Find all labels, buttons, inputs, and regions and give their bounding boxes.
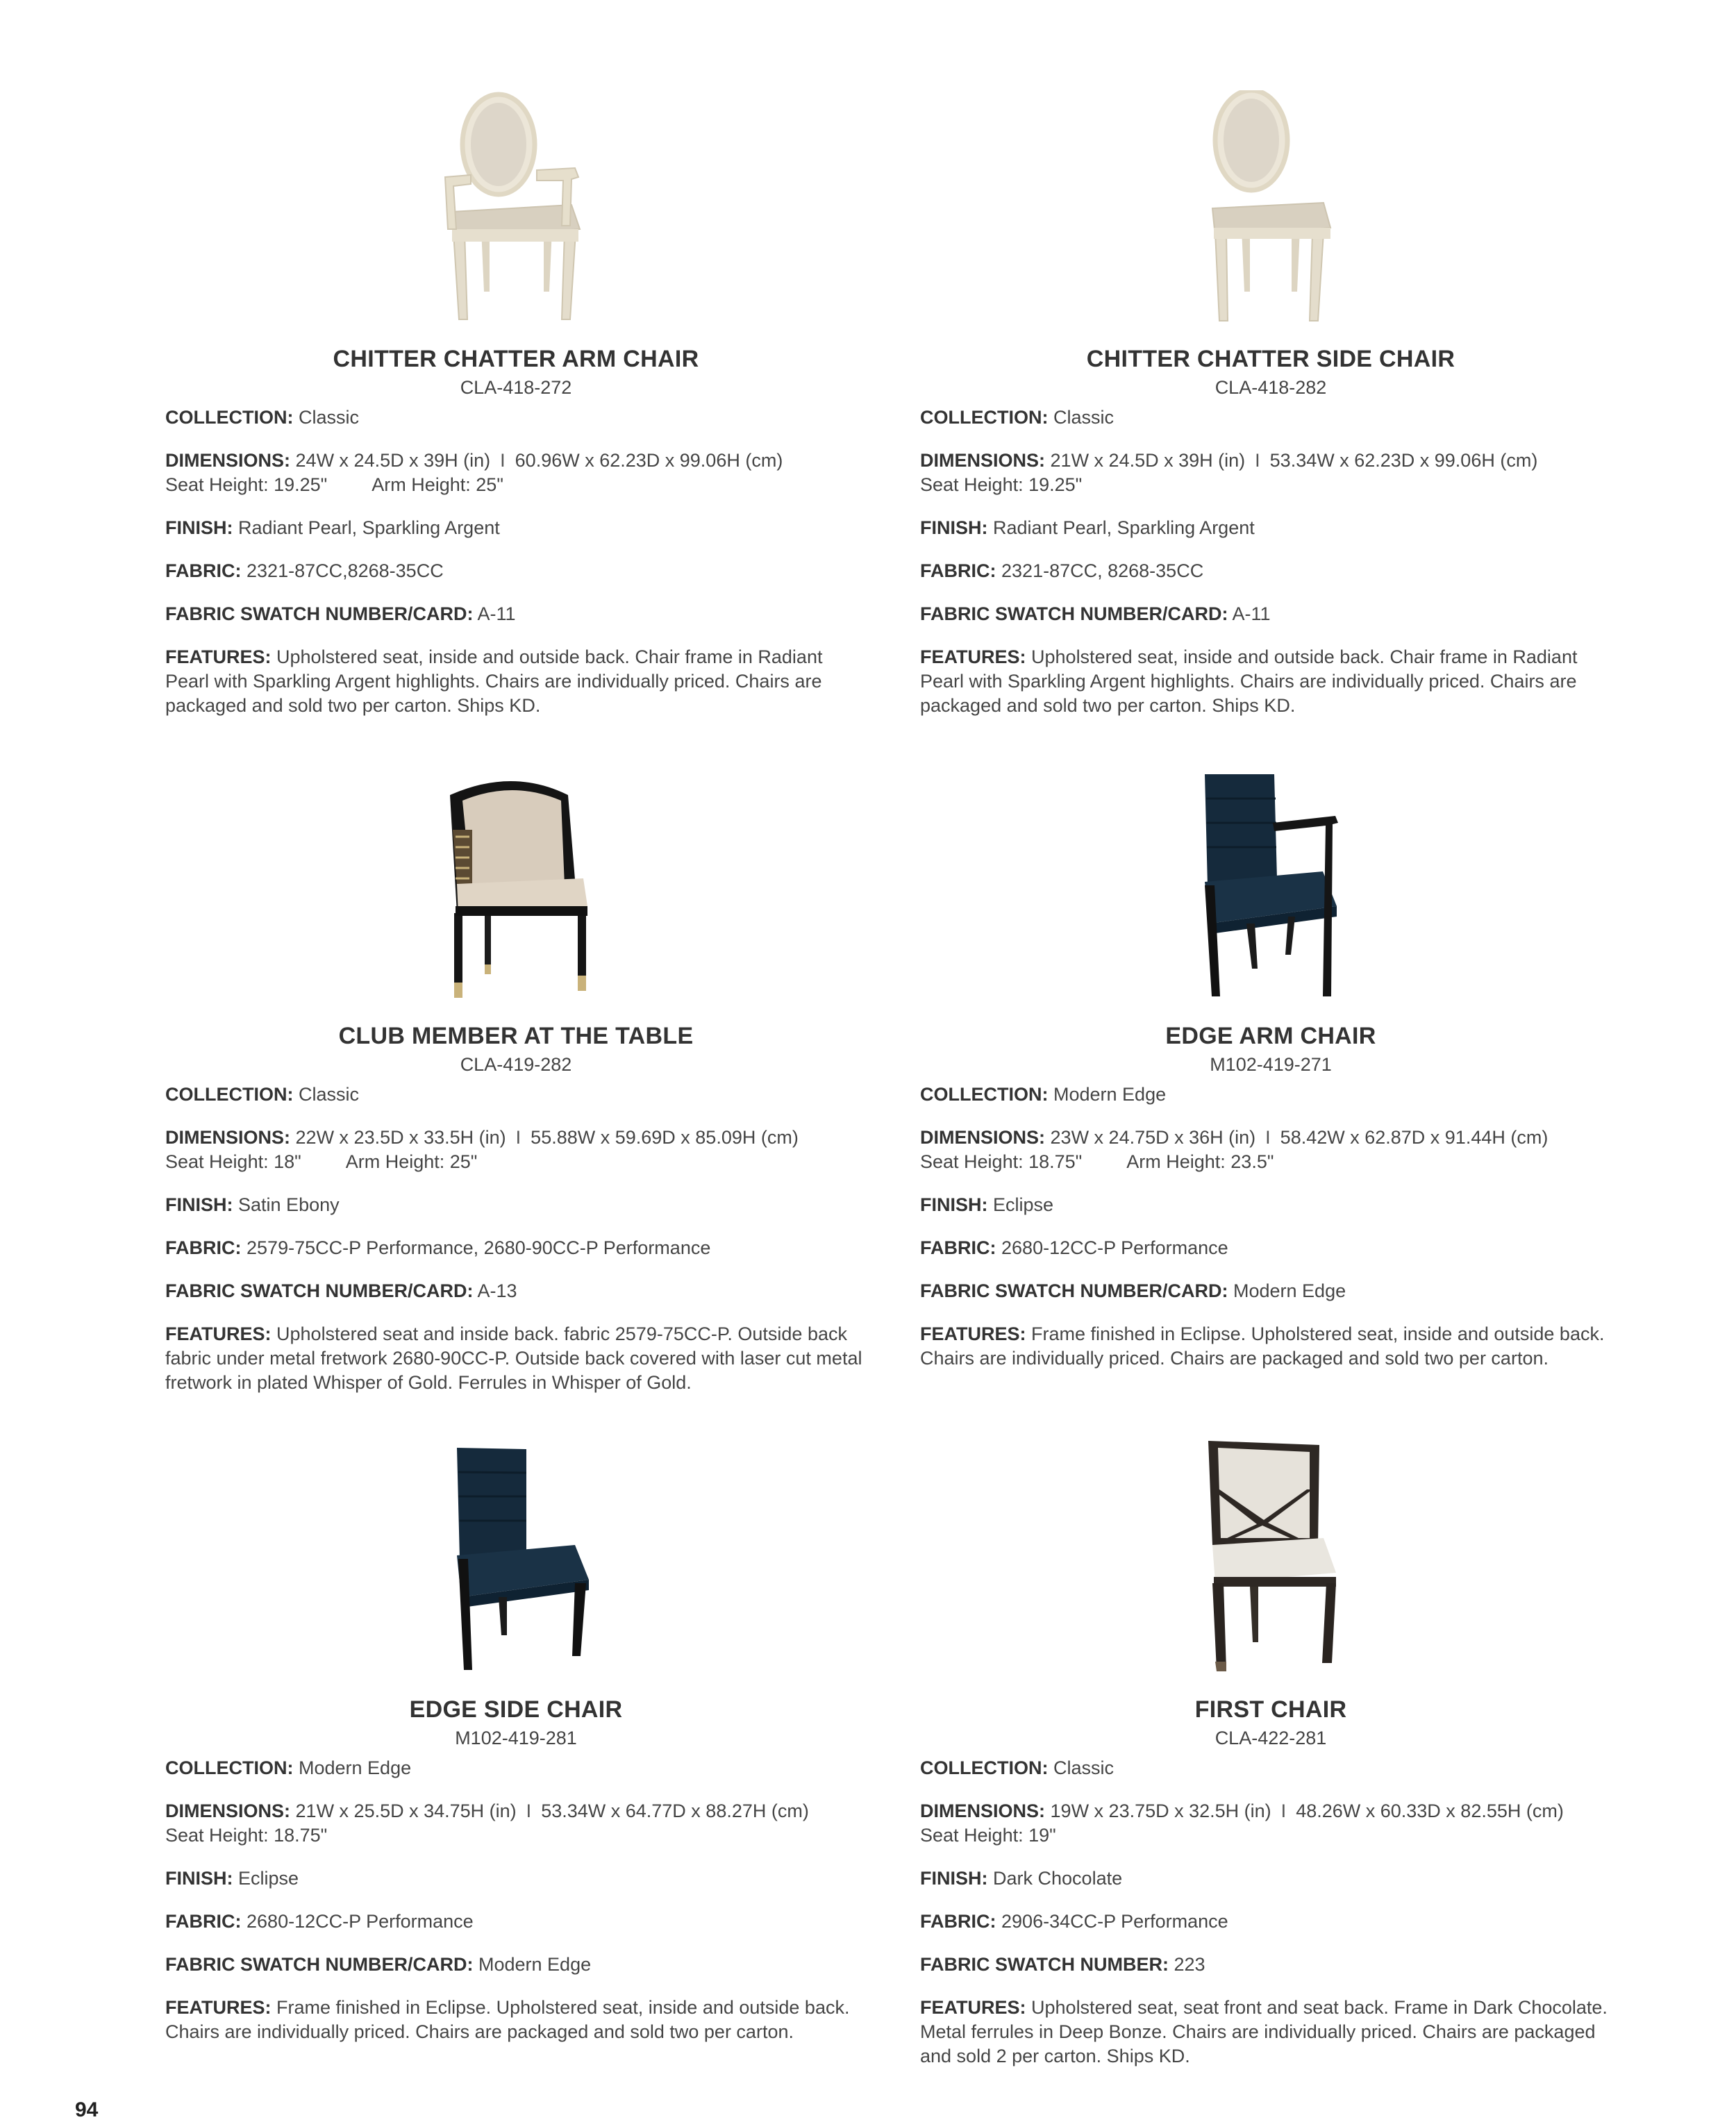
features-row	[165, 1322, 867, 1395]
dimensions-label: DIMENSIONS:	[920, 450, 1046, 471]
swatch-value: A-13	[477, 1280, 517, 1301]
heights-line	[920, 1823, 1621, 1848]
fabric-row	[920, 1236, 1621, 1260]
fabric-label: FABRIC:	[920, 1237, 996, 1258]
features-value: Frame finished in Eclipse. Upholstered seat, inside and outside back. Chairs are individually priced. Chairs are packaged and sold two per carton.	[165, 1997, 850, 2042]
seat-height: Seat Height: 18.75"	[920, 1151, 1083, 1172]
swatch-label: FABRIC SWATCH NUMBER/CARD:	[920, 603, 1228, 624]
swatch-label: FABRIC SWATCH NUMBER/CARD:	[165, 1954, 474, 1975]
dimensions-row	[920, 1126, 1621, 1174]
collection-value: Modern Edge	[299, 1757, 412, 1778]
swatch-label: FABRIC SWATCH NUMBER:	[920, 1954, 1169, 1975]
collection-value: Classic	[299, 407, 360, 428]
fabric-value: 2579-75CC-P Performance, 2680-90CC-P Performance	[247, 1237, 711, 1258]
chitter-chatter-side-chair-image	[1187, 90, 1354, 326]
features-value: Upholstered seat, inside and outside back. Chair frame in Radiant Pearl with Sparkling Argent highlights. Chairs are individually priced. Chairs are packaged and sold two per carton. Ships KD.	[165, 646, 823, 716]
swatch-value: A-11	[477, 603, 516, 624]
swatch-row	[165, 1279, 867, 1303]
product-chitter-chatter-arm-chair	[165, 90, 867, 718]
features-row	[165, 1996, 867, 2044]
swatch-row	[165, 602, 867, 626]
swatch-row	[165, 1953, 867, 1977]
fabric-label: FABRIC:	[165, 1911, 242, 1932]
product-first-chair	[920, 1441, 1621, 2069]
edge-side-chair-image	[429, 1441, 603, 1677]
product-title: EDGE SIDE CHAIR	[409, 1696, 623, 1723]
dimensions-label: DIMENSIONS:	[165, 450, 291, 471]
dimensions-cm: 58.42W x 62.87D x 91.44H (cm)	[1280, 1127, 1549, 1148]
finish-label: FINISH:	[165, 1868, 233, 1889]
collection-row	[920, 406, 1621, 430]
edge-arm-chair-image	[1184, 767, 1358, 1003]
finish-row	[920, 1193, 1621, 1217]
fabric-value: 2321-87CC, 8268-35CC	[1001, 560, 1204, 581]
dimensions-cm: 53.34W x 62.23D x 99.06H (cm)	[1269, 450, 1538, 471]
swatch-label: FABRIC SWATCH NUMBER/CARD:	[165, 1280, 474, 1301]
finish-label: FINISH:	[920, 1194, 988, 1215]
product-image	[165, 1441, 867, 1677]
features-label: FEATURES:	[165, 1997, 272, 2018]
swatch-value: A-11	[1232, 603, 1271, 624]
dimensions-row	[920, 1799, 1621, 1848]
dimensions-label: DIMENSIONS:	[165, 1127, 291, 1148]
collection-label: COLLECTION:	[165, 1084, 294, 1105]
fabric-value: 2680-12CC-P Performance	[247, 1911, 474, 1932]
product-sku: CLA-418-282	[1215, 377, 1327, 398]
product-sku: CLA-419-282	[460, 1054, 572, 1075]
dimensions-row	[165, 1799, 867, 1848]
fabric-label: FABRIC:	[920, 560, 996, 581]
heights-line	[920, 473, 1621, 497]
collection-value: Classic	[299, 1084, 360, 1105]
finish-row	[165, 1866, 867, 1891]
dimensions-separator: I	[1280, 1801, 1287, 1821]
fabric-label: FABRIC:	[165, 560, 242, 581]
dimensions-inches: 21W x 25.5D x 34.75H (in)	[295, 1801, 517, 1821]
heights-line	[920, 1150, 1621, 1174]
collection-row	[920, 1756, 1621, 1780]
dimensions-inches: 21W x 24.5D x 39H (in)	[1050, 450, 1246, 471]
fabric-row	[165, 1236, 867, 1260]
fabric-row	[920, 1910, 1621, 1934]
swatch-row	[920, 1953, 1621, 1977]
product-sku: CLA-418-272	[460, 377, 572, 398]
dimensions-cm: 53.34W x 64.77D x 88.27H (cm)	[541, 1801, 809, 1821]
fabric-row	[920, 559, 1621, 583]
collection-value: Modern Edge	[1053, 1084, 1167, 1105]
dimensions-inches: 22W x 23.5D x 33.5H (in)	[295, 1127, 506, 1148]
finish-row	[920, 516, 1621, 540]
dimensions-cm: 55.88W x 59.69D x 85.09H (cm)	[531, 1127, 799, 1148]
features-label: FEATURES:	[920, 646, 1026, 667]
swatch-row	[920, 602, 1621, 626]
fabric-label: FABRIC:	[165, 1237, 242, 1258]
dimensions-label: DIMENSIONS:	[920, 1801, 1046, 1821]
finish-value: Satin Ebony	[238, 1194, 340, 1215]
dimensions-label: DIMENSIONS:	[165, 1801, 291, 1821]
dimensions-separator: I	[1265, 1127, 1271, 1148]
product-sku: CLA-422-281	[1215, 1728, 1327, 1748]
collection-label: COLLECTION:	[165, 407, 294, 428]
finish-label: FINISH:	[165, 517, 233, 538]
arm-height: Arm Height: 25"	[372, 474, 503, 495]
collection-row	[165, 1083, 867, 1107]
features-value: Frame finished in Eclipse. Upholstered seat, inside and outside back. Chairs are individually priced. Chairs are packaged and sold two per carton.	[920, 1323, 1605, 1369]
finish-value: Radiant Pearl, Sparkling Argent	[993, 517, 1255, 538]
finish-value: Eclipse	[993, 1194, 1054, 1215]
seat-height: Seat Height: 19"	[920, 1825, 1056, 1846]
features-row	[920, 1996, 1621, 2069]
seat-height: Seat Height: 18.75"	[165, 1825, 328, 1846]
features-value: Upholstered seat, inside and outside back. Chair frame in Radiant Pearl with Sparkling Argent highlights. Chairs are individually priced. Chairs are packaged and sold two per carton. Ships KD.	[920, 646, 1578, 716]
features-label: FEATURES:	[920, 1997, 1026, 2018]
product-sku: M102-419-271	[1210, 1054, 1332, 1075]
product-chitter-chatter-side-chair	[920, 90, 1621, 718]
finish-value: Radiant Pearl, Sparkling Argent	[238, 517, 500, 538]
page-number: 94	[75, 2098, 99, 2121]
product-title: CLUB MEMBER AT THE TABLE	[338, 1023, 694, 1049]
collection-row	[920, 1083, 1621, 1107]
collection-label: COLLECTION:	[920, 407, 1049, 428]
features-row	[920, 1322, 1621, 1371]
finish-row	[165, 1193, 867, 1217]
finish-label: FINISH:	[920, 1868, 988, 1889]
swatch-label: FABRIC SWATCH NUMBER/CARD:	[165, 603, 474, 624]
product-title: CHITTER CHATTER ARM CHAIR	[333, 346, 699, 372]
heights-line	[165, 473, 867, 497]
features-label: FEATURES:	[165, 1323, 272, 1344]
finish-label: FINISH:	[920, 517, 988, 538]
fabric-value: 2680-12CC-P Performance	[1001, 1237, 1228, 1258]
dimensions-inches: 24W x 24.5D x 39H (in)	[295, 450, 491, 471]
arm-height: Arm Height: 25"	[345, 1151, 478, 1172]
swatch-value: Modern Edge	[1233, 1280, 1346, 1301]
dimensions-row	[920, 449, 1621, 497]
features-value: Upholstered seat, seat front and seat back. Frame in Dark Chocolate. Metal ferrules in Deep Bonze. Chairs are individually priced. Chairs are packaged and sold 2 per carton. Ships KD.	[920, 1997, 1608, 2066]
fabric-row	[165, 1910, 867, 1934]
collection-row	[165, 1756, 867, 1780]
arm-height: Arm Height: 23.5"	[1126, 1151, 1274, 1172]
dimensions-separator: I	[1255, 450, 1260, 471]
dimensions-separator: I	[526, 1801, 532, 1821]
product-title: CHITTER CHATTER SIDE CHAIR	[1086, 346, 1455, 372]
first-chair-image	[1187, 1441, 1354, 1677]
product-title: EDGE ARM CHAIR	[1165, 1023, 1376, 1049]
finish-row	[920, 1866, 1621, 1891]
fabric-value: 2321-87CC,8268-35CC	[247, 560, 444, 581]
product-edge-arm-chair	[920, 767, 1621, 1371]
collection-label: COLLECTION:	[920, 1757, 1049, 1778]
fabric-value: 2906-34CC-P Performance	[1001, 1911, 1228, 1932]
finish-label: FINISH:	[165, 1194, 233, 1215]
collection-value: Classic	[1053, 407, 1115, 428]
swatch-row	[920, 1279, 1621, 1303]
swatch-label: FABRIC SWATCH NUMBER/CARD:	[920, 1280, 1228, 1301]
dimensions-separator: I	[515, 1127, 521, 1148]
finish-value: Eclipse	[238, 1868, 299, 1889]
swatch-value: 223	[1174, 1954, 1205, 1975]
product-image	[165, 767, 867, 1003]
fabric-label: FABRIC:	[920, 1911, 996, 1932]
dimensions-label: DIMENSIONS:	[920, 1127, 1046, 1148]
collection-value: Classic	[1053, 1757, 1115, 1778]
product-image	[920, 90, 1621, 326]
product-edge-side-chair	[165, 1441, 867, 2044]
heights-line	[165, 1823, 867, 1848]
chitter-chatter-arm-chair-image	[433, 90, 599, 326]
seat-height: Seat Height: 19.25"	[165, 474, 328, 495]
seat-height: Seat Height: 18"	[165, 1151, 301, 1172]
features-row	[920, 645, 1621, 718]
features-value: Upholstered seat and inside back. fabric 2579-75CC-P. Outside back fabric under metal fretwork 2680-90CC-P. Outside back covered with laser cut metal fretwork in plated Whisper of Gold. Ferrules in Whisper of Gold.	[165, 1323, 862, 1393]
product-title: FIRST CHAIR	[1194, 1696, 1347, 1723]
collection-label: COLLECTION:	[165, 1757, 294, 1778]
dimensions-cm: 48.26W x 60.33D x 82.55H (cm)	[1296, 1801, 1564, 1821]
features-row	[165, 645, 867, 718]
product-sku: M102-419-281	[455, 1728, 577, 1748]
product-club-member-at-the-table	[165, 767, 867, 1395]
dimensions-separator: I	[500, 450, 506, 471]
product-image	[165, 90, 867, 326]
collection-label: COLLECTION:	[920, 1084, 1049, 1105]
dimensions-inches: 19W x 23.75D x 32.5H (in)	[1050, 1801, 1271, 1821]
features-label: FEATURES:	[165, 646, 272, 667]
product-image	[920, 767, 1621, 1003]
fabric-row	[165, 559, 867, 583]
finish-value: Dark Chocolate	[993, 1868, 1123, 1889]
dimensions-row	[165, 1126, 867, 1174]
swatch-value: Modern Edge	[478, 1954, 592, 1975]
club-member-chair-image	[429, 767, 603, 1003]
dimensions-row	[165, 449, 867, 497]
dimensions-inches: 23W x 24.75D x 36H (in)	[1050, 1127, 1256, 1148]
heights-line	[165, 1150, 867, 1174]
dimensions-cm: 60.96W x 62.23D x 99.06H (cm)	[515, 450, 783, 471]
product-image	[920, 1441, 1621, 1677]
features-label: FEATURES:	[920, 1323, 1026, 1344]
seat-height: Seat Height: 19.25"	[920, 474, 1083, 495]
collection-row	[165, 406, 867, 430]
finish-row	[165, 516, 867, 540]
